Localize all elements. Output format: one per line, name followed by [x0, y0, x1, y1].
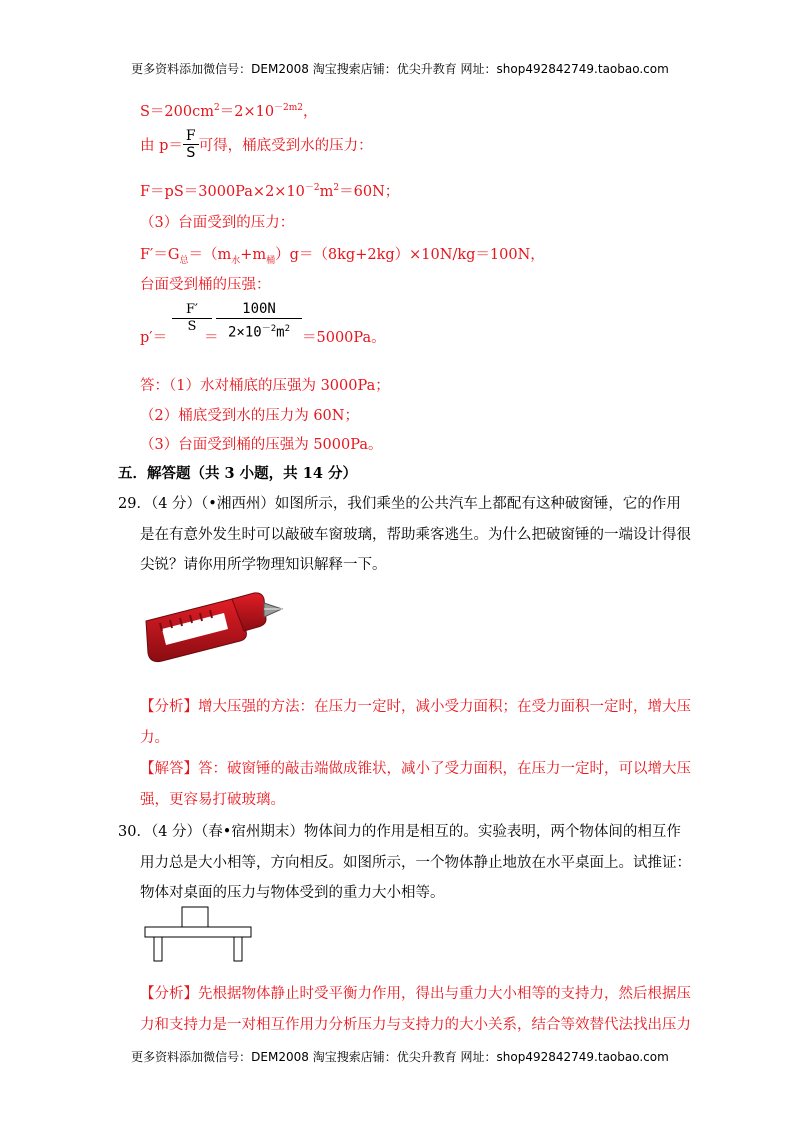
q29-text-line-1: 29．（4 分）（•湘西州）如图所示，我们乘坐的公共汽车上都配有这种破窗锤，它的作用	[118, 496, 681, 512]
q30-text-line-2: 用力总是大小相等，方向相反。如图所示，一个物体静止地放在水平桌面上。试推证：	[140, 855, 691, 871]
part3-label: （3）台面受到的压力：	[140, 215, 295, 231]
q30-analysis-line-2: 力和支持力是一对相互作用力分析压力与支持力的大小关系，结合等效替代法找出压力	[140, 1017, 691, 1033]
area-equation: $S=200cm^2=2\times 10^{-2m2}$，	[140, 103, 318, 120]
q29-analysis-line-1: 【分析】增大压强的方法：在压力一定时，减小受力面积；在受力面积一定时，增大压	[140, 699, 691, 715]
force-equation: $F=pS=3000Pa\times 2\times 10^{-2}m^2=60N$；	[140, 183, 400, 200]
q29-analysis-line-2: 力。	[140, 730, 169, 746]
block-on-table-diagram	[140, 905, 260, 965]
analysis-tag: 【分析】	[140, 986, 198, 1002]
q29-text-line-3: 尖锐？请你用所学物理知识解释一下。	[140, 557, 387, 573]
table-top-shape	[145, 927, 251, 937]
section-title: 五．解答题（共 3 小题，共 14 分）	[118, 465, 357, 482]
analysis-tag: 【分析】	[140, 699, 198, 715]
block-shape	[182, 907, 208, 927]
page-header: 更多资料添加微信号：DEM2008 淘宝搜索店铺：优尖升教育 网址：shop492842749.taobao.com	[131, 62, 669, 76]
total-force-equation: $F'=G_总=(m_水+m_桶)g=(8kg+2kg)\times 10N/kg=100N$，	[140, 247, 545, 266]
q29-answer-line-1: 【解答】答：破窗锤的敲击端做成锥状，减小了受力面积，在压力一定时，可以增大压	[140, 761, 691, 777]
answer-line-3: （3）台面受到桶的压强为 5000Pa。	[140, 437, 383, 453]
f-over-s-fraction: $\frac{F}{S}$	[183, 128, 199, 161]
q29-answer-line-2: 强，更容易打破玻璃。	[140, 792, 285, 808]
table-pressure-label: 台面受到桶的压强：	[140, 277, 271, 293]
answer-line-2: （2）桶底受到水的压力为 60N；	[140, 408, 359, 424]
safety-hammer-image	[140, 585, 290, 670]
q29-text-line-2: 是在有意外发生时可以敲破车窗玻璃，帮助乘客逃生。为什么把破窗锤的一端设计得很	[140, 527, 691, 543]
answer-tag: 【解答】	[140, 761, 198, 777]
pressure-formula-line: 由 p＝ $\frac{F}{S}$ 可得，桶底受到水的压力：	[140, 128, 373, 161]
q30-analysis-line-1: 【分析】先根据物体静止时受平衡力作用，得出与重力大小相等的支持力，然后根据压	[140, 986, 691, 1002]
answer-line-1: 答：（1）水对桶底的压强为 3000Pa；	[140, 378, 390, 394]
table-leg-left	[154, 937, 162, 961]
fprime-over-s-fraction: $\frac{F'}{S}$	[172, 302, 212, 335]
q30-text-line-3: 物体对桌面的压力与物体受到的重力大小相等。	[140, 885, 445, 901]
numeric-fraction: $\frac{100N}{2\times 10^{-2}m^2}$	[216, 300, 302, 343]
q30-text-line-1: 30．（4 分）（春•宿州期末）物体间力的作用是相互的。实验表明，两个物体间的相互作	[118, 824, 681, 840]
page-footer: 更多资料添加微信号：DEM2008 淘宝搜索店铺：优尖升教育 网址：shop492842749.taobao.com	[131, 1050, 669, 1064]
table-leg-right	[234, 937, 242, 961]
